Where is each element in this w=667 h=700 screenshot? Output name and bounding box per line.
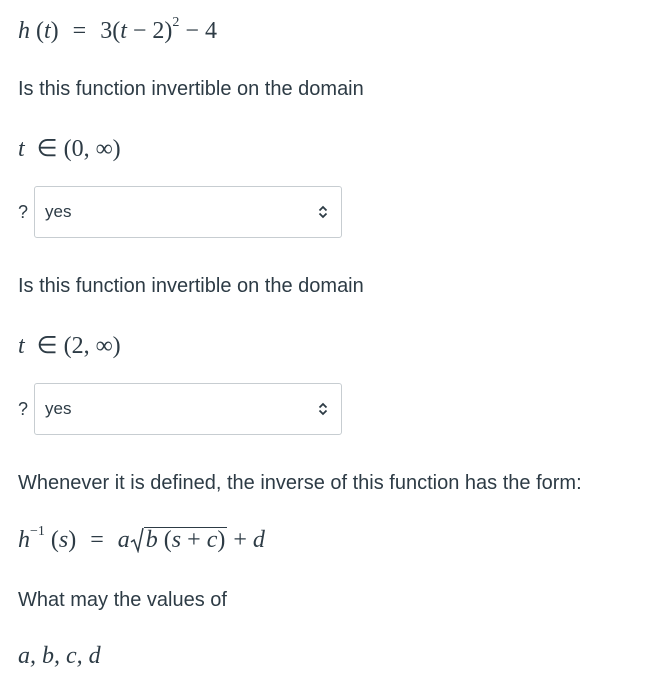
function-rhs-inner: − 2) [126,18,173,44]
inverse-radicand-c: c [206,527,218,553]
chevron-up-down-icon [317,204,329,220]
function-definition: h $(t) = 3(t - 2)^2 - 4$ [18,15,217,44]
function-name: h [18,18,30,44]
function-rhs-var: t [120,18,127,44]
question-1-domain-set: ∈ (0, ∞) [36,136,121,162]
inverse-argument: s [58,527,69,553]
question-2-answer-select[interactable] [34,383,342,435]
function-rhs-tail: − 4 [179,18,217,44]
question-1-domain [18,134,121,163]
question-1-answer-row [18,186,342,238]
function-rhs-coef: 3( [100,18,121,44]
inverse-intro: Whenever it is defined, the inverse of this function has the form: [18,472,582,494]
inverse-tail-d: d [252,527,265,553]
question-2-domain [18,331,121,360]
question-1-hint-mark: ? [18,201,29,222]
question-2-domain-set: ∈ (2, ∞) [36,333,121,359]
question-2-domain-var: t [18,333,25,359]
question-2-prompt: Is this function invertible on the domain [18,275,364,297]
question-2-hint-mark: ? [18,398,29,419]
inverse-exponent: −1 [30,524,45,539]
question-3-variables: a, b, c, d [18,643,101,669]
inverse-radicand-s: s [171,527,182,553]
inverse-formula: $h^{-1}$ (s) = a b (s + c) + d [18,524,265,553]
inverse-function-name: h [18,527,30,553]
function-argument: t [44,18,51,44]
square-root: b (s + c) [130,527,228,554]
question-1-selected-value: yes [45,202,72,221]
question-3-prompt: What may the values of [18,589,227,611]
question-1-domain-var: t [18,136,25,162]
function-rhs-exponent: 2 [172,15,180,30]
question-2-answer-row [18,383,342,435]
chevron-up-down-icon [317,401,329,417]
question-1-prompt: Is this function invertible on the domain [18,78,364,100]
question-2-selected-value: yes [45,399,72,418]
inverse-coef-a: a [117,527,130,553]
question-1-answer-select[interactable] [34,186,342,238]
inverse-radicand-b: b [145,527,158,553]
